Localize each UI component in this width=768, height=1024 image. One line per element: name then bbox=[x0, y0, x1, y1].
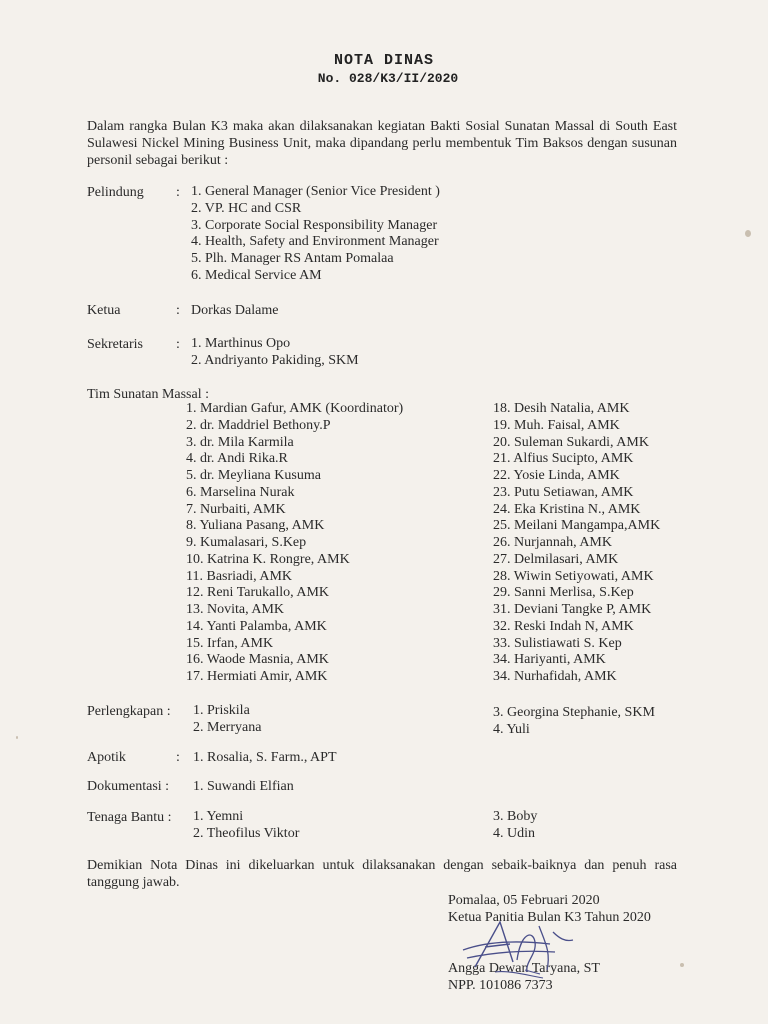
list-item: 31. Deviani Tangke P, AMK bbox=[493, 602, 652, 617]
intro-paragraph: Dalam rangka Bulan K3 maka akan dilaksanakan kegiatan Bakti Sosial Sunatan Massal di South East Sulawesi Nickel Mining Business Unit, maka dipandang perlu membentuk Tim Baksos dengan susunan personil sebagai berikut : bbox=[87, 119, 677, 168]
handwritten-signature-icon bbox=[455, 912, 585, 982]
list-item: 9. Kumalasari, S.Kep bbox=[186, 535, 307, 550]
list-item: 4. dr. Andi Rika.R bbox=[186, 451, 288, 467]
list-item: 13. Novita, AMK bbox=[186, 602, 284, 617]
apotik-colon: : bbox=[176, 750, 180, 765]
list-item: 33. Sulistiawati S. Kep bbox=[493, 635, 622, 651]
list-item: 26. Nurjannah, AMK bbox=[493, 535, 612, 550]
tim-label: Tim Sunatan Massal : bbox=[87, 387, 209, 402]
paper-speck bbox=[745, 230, 751, 237]
sekretaris-colon: : bbox=[176, 337, 180, 352]
list-item: 15. Irfan, AMK bbox=[186, 635, 274, 651]
ketua-colon: : bbox=[176, 303, 180, 318]
list-item: 25. Meilani Mangampa,AMK bbox=[493, 518, 661, 534]
list-item: 23. Putu Setiawan, AMK bbox=[493, 484, 634, 500]
list-item: 29. Sanni Merlisa, S.Kep bbox=[493, 585, 634, 601]
list-item: 22. Yosie Linda, AMK bbox=[493, 468, 620, 483]
tim-list-left bbox=[186, 401, 403, 686]
list-item: 1. General Manager (Senior Vice President ) bbox=[191, 184, 440, 199]
list-item: 7. Nurbaiti, AMK bbox=[186, 501, 286, 517]
pelindung-label: Pelindung bbox=[87, 185, 144, 200]
tenaga-bantu-list-left bbox=[193, 809, 299, 843]
list-item: 14. Yanti Palamba, AMK bbox=[186, 618, 327, 634]
dokumentasi-label: Dokumentasi : bbox=[87, 779, 170, 794]
paper-speck bbox=[680, 963, 684, 967]
paper-speck bbox=[16, 736, 18, 739]
ketua-value: Dorkas Dalame bbox=[191, 303, 279, 318]
list-item: 10. Katrina K. Rongre, AMK bbox=[186, 551, 350, 567]
memo-number: No. 028/K3/II/2020 bbox=[317, 71, 459, 86]
list-item: 1. Priskila bbox=[193, 703, 250, 718]
list-item: 17. Hermiati Amir, AMK bbox=[186, 669, 328, 684]
list-item: 2. dr. Maddriel Bethony.P bbox=[186, 417, 331, 433]
list-item: 4. Yuli bbox=[493, 721, 530, 737]
list-item: 1. Yemni bbox=[193, 809, 244, 824]
list-item: 2. Theofilus Viktor bbox=[193, 825, 300, 841]
list-item: 2. Merryana bbox=[193, 719, 262, 735]
list-item: 3. Boby bbox=[493, 809, 538, 824]
tim-list-right bbox=[493, 401, 660, 686]
sekretaris-label: Sekretaris bbox=[87, 337, 143, 352]
list-item: 27. Delmilasari, AMK bbox=[493, 551, 619, 567]
dokumentasi-value: 1. Suwandi Elfian bbox=[193, 779, 294, 794]
list-item: 2. VP. HC and CSR bbox=[191, 200, 302, 216]
list-item: 20. Suleman Sukardi, AMK bbox=[493, 434, 649, 450]
perlengkapan-label: Perlengkapan : bbox=[87, 704, 171, 719]
signatory-npp: NPP. 101086 7373 bbox=[448, 978, 553, 993]
signatory-position: Ketua Panitia Bulan K3 Tahun 2020 bbox=[448, 910, 651, 925]
list-item: 19. Muh. Faisal, AMK bbox=[493, 417, 620, 433]
list-item: 21. Alfius Sucipto, AMK bbox=[493, 451, 634, 467]
signatory-name: Angga Dewan Taryana, ST bbox=[448, 961, 600, 976]
list-item: 34. Nurhafidah, AMK bbox=[493, 669, 617, 684]
list-item: 18. Desih Natalia, AMK bbox=[493, 401, 630, 416]
list-item: 4. Health, Safety and Environment Manager bbox=[191, 234, 439, 250]
tenaga-bantu-label: Tenaga Bantu : bbox=[87, 810, 172, 825]
list-item: 3. dr. Mila Karmila bbox=[186, 434, 294, 450]
pelindung-colon: : bbox=[176, 185, 180, 200]
memo-title: NOTA DINAS bbox=[333, 52, 434, 69]
list-item: 24. Eka Kristina N., AMK bbox=[493, 501, 641, 517]
list-item: 1. Marthinus Opo bbox=[191, 336, 291, 351]
list-item: 6. Medical Service AM bbox=[191, 267, 322, 283]
place-date: Pomalaa, 05 Februari 2020 bbox=[448, 893, 600, 908]
list-item: 1. Mardian Gafur, AMK (Koordinator) bbox=[186, 401, 404, 416]
list-item: 28. Wiwin Setiyowati, AMK bbox=[493, 568, 654, 584]
sekretaris-list bbox=[191, 336, 359, 370]
closing-paragraph: Demikian Nota Dinas ini dikeluarkan untuk dilaksanakan dengan sebaik-baiknya dan penuh rasa tanggung jawab. bbox=[87, 858, 677, 890]
perlengkapan-list-right bbox=[493, 705, 655, 739]
list-item: 6. Marselina Nurak bbox=[186, 484, 295, 500]
ketua-label: Ketua bbox=[87, 303, 121, 318]
list-item: 34. Hariyanti, AMK bbox=[493, 652, 606, 668]
list-item: 5. Plh. Manager RS Antam Pomalaa bbox=[191, 251, 394, 266]
list-item: 4. Udin bbox=[493, 825, 535, 841]
list-item: 5. dr. Meyliana Kusuma bbox=[186, 468, 321, 483]
perlengkapan-list-left bbox=[193, 703, 261, 737]
list-item: 3. Corporate Social Responsibility Manager bbox=[191, 217, 438, 233]
apotik-value: 1. Rosalia, S. Farm., APT bbox=[193, 750, 337, 765]
pelindung-list bbox=[191, 184, 440, 285]
list-item: 11. Basriadi, AMK bbox=[186, 568, 293, 584]
apotik-label: Apotik bbox=[87, 750, 126, 765]
list-item: 12. Reni Tarukallo, AMK bbox=[186, 585, 330, 601]
list-item: 32. Reski Indah N, AMK bbox=[493, 618, 634, 634]
list-item: 16. Waode Masnia, AMK bbox=[186, 652, 329, 668]
list-item: 2. Andriyanto Pakiding, SKM bbox=[191, 352, 359, 368]
list-item: 8. Yuliana Pasang, AMK bbox=[186, 518, 325, 534]
list-item: 3. Georgina Stephanie, SKM bbox=[493, 705, 655, 720]
tenaga-bantu-list-right bbox=[493, 809, 537, 843]
